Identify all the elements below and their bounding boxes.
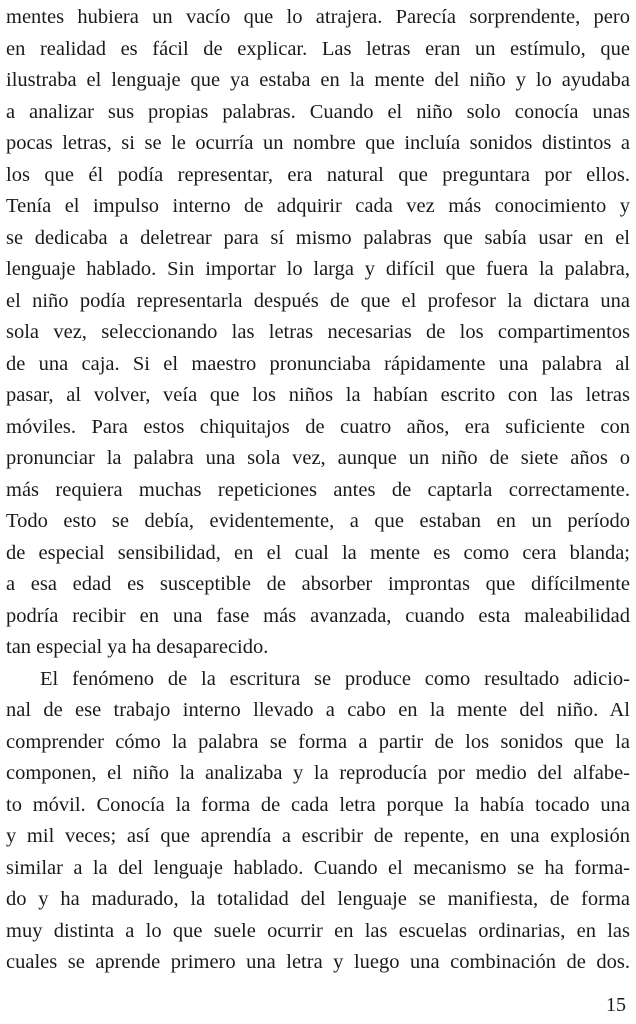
text-line: do y ha madurado, la totalidad del lenguaje se manifiesta, de forma: [6, 888, 630, 910]
text-line: el niño podía representarla después de que el profesor la dictara una: [6, 289, 630, 312]
text-line: móviles. Para estos chiquitajos de cuatro años, era suficiente con: [6, 415, 630, 438]
paragraph-1: [6, 2, 630, 664]
text-line: nal de ese trabajo interno llevado a cabo en la mente del niño. Al: [6, 699, 630, 721]
text-line: mentes hubiera un vacío que lo atrajera. Parecía sorprendente, pero: [6, 6, 630, 28]
page-number: 15: [606, 994, 626, 1016]
text-line: comprender cómo la palabra se forma a partir de los sonidos que la: [6, 730, 630, 753]
text-line: sola vez, seleccionando las letras necesarias de los compartimentos: [6, 321, 630, 343]
text-line: to móvil. Conocía la forma de cada letra porque la había tocado una: [6, 793, 630, 816]
text-line: se dedicaba a deletrear para sí mismo palabras que sabía usar en el: [6, 226, 630, 249]
text-line: muy distinta a lo que suele ocurrir en las escuelas ordinarias, en las: [6, 919, 630, 942]
text-line: podría recibir en una fase más avanzada, cuando esta maleabilidad: [6, 604, 630, 627]
text-line: y mil veces; así que aprendía a escribir de repente, en una explosión: [6, 825, 630, 847]
text-line: los que él podía representar, era natural que preguntara por ellos.: [6, 163, 630, 186]
text-line: de una caja. Si el maestro pronunciaba rápidamente una palabra al: [6, 352, 630, 375]
body-text: [6, 2, 630, 979]
text-line: de especial sensibilidad, en el cual la mente es como cera blanda;: [6, 541, 630, 564]
text-line: lenguaje hablado. Sin importar lo larga y difícil que fuera la palabra,: [6, 258, 630, 280]
text-line: similar a la del lenguaje hablado. Cuando el mecanismo se ha forma-: [6, 856, 630, 879]
text-line: ilustraba el lenguaje que ya estaba en la mente del niño y lo ayudaba: [6, 69, 630, 91]
text-line: a esa edad es susceptible de absorber improntas que difícilmente: [6, 573, 630, 595]
text-line: El fenómeno de la escritura se produce como resultado adicio-: [40, 667, 630, 690]
text-line: cuales se aprende primero una letra y luego una combinación de dos.: [6, 951, 630, 973]
text-line: pocas letras, si se le ocurría un nombre que incluía sonidos distintos a: [6, 132, 630, 154]
text-line: más requiera muchas repeticiones antes de captarla correctamente.: [6, 478, 630, 501]
text-line: tan especial ya ha desaparecido.: [6, 636, 269, 658]
text-line: pronunciar la palabra una sola vez, aunque un niño de siete años o: [6, 447, 630, 469]
text-line: a analizar sus propias palabras. Cuando el niño solo conocía unas: [6, 100, 630, 123]
text-line: Tenía el impulso interno de adquirir cada vez más conocimiento y: [6, 195, 630, 217]
text-line: en realidad es fácil de explicar. Las letras eran un estímulo, que: [6, 37, 630, 60]
text-line: pasar, al volver, veía que los niños la habían escrito con las letras: [6, 384, 630, 406]
paragraph-2: [6, 664, 630, 979]
text-line: Todo esto se debía, evidentemente, a que estaban en un período: [6, 510, 630, 532]
text-line: componen, el niño la analizaba y la reproducía por medio del alfabe-: [6, 762, 630, 784]
